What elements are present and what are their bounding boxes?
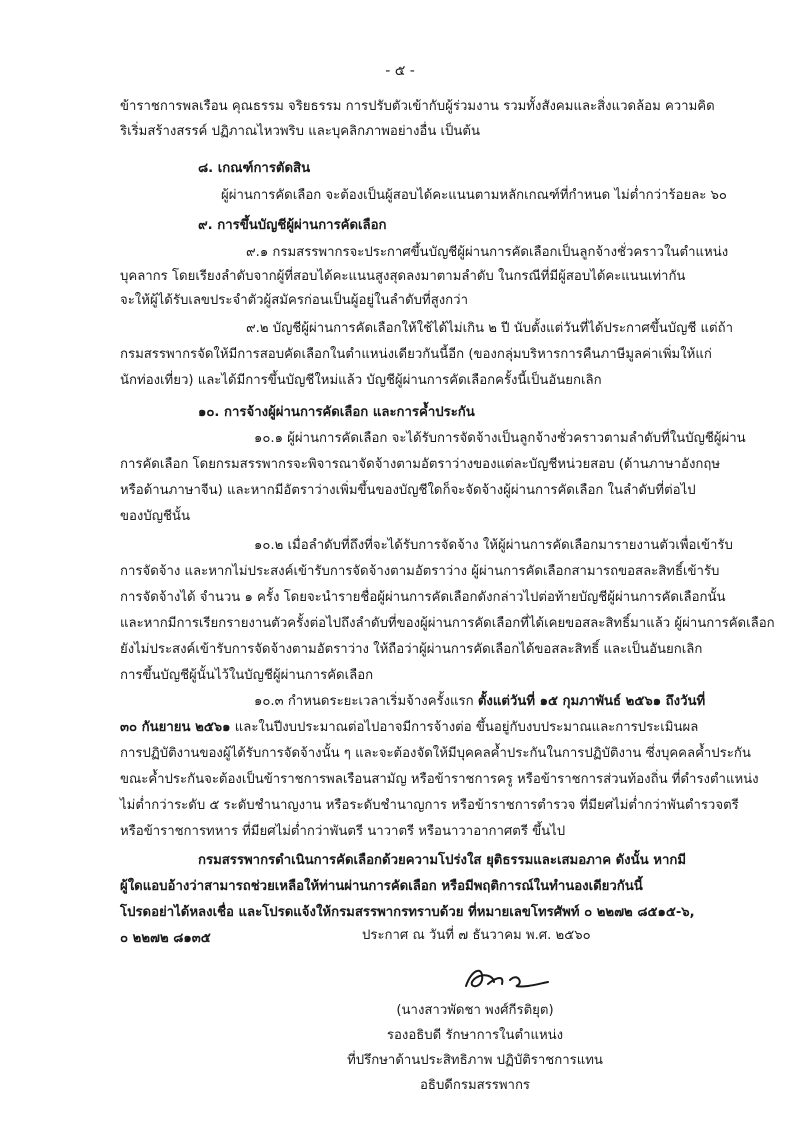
body-line: ขณะค้ำประกันจะต้องเป็นข้าราชการพลเรือนสามัญ หรือข้าราชการครู หรือข้าราชการส่วนท้องถิ่น ที่ดำรงตำแหน่ง — [120, 772, 759, 787]
body-line: การจัดจ้าง และหากไม่ประสงค์เข้ารับการจัดจ้างตามอัตราว่าง ผู้ผ่านการคัดเลือกสามารถขอสละสิทธิ์เข้ารับ — [120, 564, 720, 579]
body-line: ๑๐.๒ เมื่อลำดับที่ถึงที่จะได้รับการจัดจ้าง ให้ผู้ผ่านการคัดเลือกมารายงานตัวเพื่อเข้ารับ — [254, 538, 733, 553]
body-line: ผู้ผ่านการคัดเลือก จะต้องเป็นผู้สอบได้คะแนนตามหลักเกณฑ์ที่กำหนด ไม่ต่ำกว่าร้อยละ ๖๐ — [221, 188, 727, 203]
notice-line: ๐ ๒๒๗๒ ๘๑๓๕ — [120, 931, 211, 946]
body-line: การปฏิบัติงานของผู้ได้รับการจัดจ้างนั้น ๆ และจะต้องจัดให้มีบุคคลค้ำประกันในการปฏิบัติงาน ซึ่งบุคคลค้ำประกัน — [120, 746, 751, 761]
body-line: ยังไม่ประสงค์เข้ารับการจัดจ้างตามอัตราว่าง ให้ถือว่าผู้ผ่านการคัดเลือกได้ขอสละสิทธิ์ และเป็นอันยกเลิก — [120, 642, 703, 657]
section-10-heading: ๑๐. การจ้างผู้ผ่านการคัดเลือก และการค้ำประกัน — [198, 405, 475, 420]
body-line: การคัดเลือก โดยกรมสรรพากรจะพิจารณาจัดจ้างตามอัตราว่างของแต่ละบัญชีหน่วยสอบ (ด้านภาษาอังกฤษ — [120, 457, 721, 472]
body-line: ๑๐.๑ ผู้ผ่านการคัดเลือก จะได้รับการจัดจ้างเป็นลูกจ้างชั่วคราวตามลำดับที่ในบัญชีผู้ผ่าน — [254, 431, 746, 446]
signer-title: ที่ปรึกษาด้านประสิทธิภาพ ปฏิบัติราชการแทน — [347, 1053, 603, 1068]
body-line: บุคลากร โดยเรียงลำดับจากผู้ที่สอบได้คะแนนสูงสุดลงมาตามลำดับ ในกรณีที่มีผู้สอบได้คะแนนเท่ากัน — [120, 269, 686, 284]
page-number: - ๕ - — [385, 63, 415, 79]
body-text: ๑๐.๓ กำหนดระยะเวลาเริ่มจ้างครั้งแรก — [254, 694, 478, 709]
body-text: และในปีงบประมาณต่อไปอาจมีการจ้างต่อ ขึ้นอยู่กับงบประมาณและการประเมินผล — [230, 720, 699, 735]
body-line: ริเริ่มสร้างสรรค์ ปฏิภาณไหวพริบ และบุคลิกภาพอย่างอื่น เป็นต้น — [120, 124, 481, 139]
notice-line: โปรดอย่าได้หลงเชื่อ และโปรดแจ้งให้กรมสรรพากรทราบด้วย ที่หมายเลขโทรศัพท์ ๐ ๒๒๗๒ ๘๕๑๕-๖, — [120, 905, 695, 920]
section-9-heading: ๙. การขึ้นบัญชีผู้ผ่านการคัดเลือก — [198, 218, 387, 233]
signer-title: รองอธิบดี รักษาการในตำแหน่ง — [386, 1028, 564, 1043]
body-line: ข้าราชการพลเรือน คุณธรรม จริยธรรม การปรับตัวเข้ากับผู้ร่วมงาน รวมทั้งสังคมและสิ่งแวดล้อม ความคิด — [120, 99, 715, 114]
body-line: และหากมีการเรียกรายงานตัวครั้งต่อไปถึงลำดับที่ของผู้ผ่านการคัดเลือกที่ได้เคยขอสละสิทธิ์มาแล้ว ผู้ผ่านการคัดเลือก — [120, 616, 775, 631]
signer-title: อธิบดีกรมสรรพากร — [419, 1078, 531, 1093]
body-line: นักท่องเที่ยว) และได้มีการขึ้นบัญชีใหม่แล้ว บัญชีผู้ผ่านการคัดเลือกครั้งนี้เป็นอันยกเลิก — [120, 373, 602, 388]
body-line: หรือด้านภาษาจีน) และหากมีอัตราว่างเพิ่มขึ้นของบัญชีใดก็จะจัดจ้างผู้ผ่านการคัดเลือก ในลำดับที่ต่อไป — [120, 483, 696, 498]
body-line: การจัดจ้างได้ จำนวน ๑ ครั้ง โดยจะนำรายชื่อผู้ผ่านการคัดเลือกดังกล่าวไปต่อท้ายบัญชีผู้ผ่านการคัดเลือกนั้น — [120, 590, 726, 605]
bold-date-text: ตั้งแต่วันที่ ๑๕ กุมภาพันธ์ ๒๕๖๑ ถึงวันที่ — [477, 694, 706, 709]
announce-date: ประกาศ ณ วันที่ ๗ ธันวาคม พ.ศ. ๒๕๖๐ — [362, 928, 591, 943]
body-line: ๙.๒ บัญชีผู้ผ่านการคัดเลือกให้ใช้ได้ไม่เกิน ๒ ปี นับตั้งแต่วันที่ได้ประกาศขึ้นบัญชี แต่ถ้า — [246, 321, 734, 336]
signer-name: (นางสาวพัดชา พงศ์กีรติยุต) — [396, 1003, 554, 1018]
notice-line: ผู้ใดแอบอ้างว่าสามารถช่วยเหลือให้ท่านผ่านการคัดเลือก หรือมีพฤติการณ์ในทำนองเดียวกันนี้ — [120, 879, 643, 894]
body-line: ๙.๑ กรมสรรพากรจะประกาศขึ้นบัญชีผู้ผ่านการคัดเลือกเป็นลูกจ้างชั่วคราวในตำแหน่ง — [246, 245, 729, 260]
body-line-mixed — [254, 693, 705, 711]
body-line: กรมสรรพากรจัดให้มีการสอบคัดเลือกในตำแหน่งเดียวกันนี้อีก (ของกลุ่มบริหารการคืนภาษีมูลค่าเพิ่มให้แก่ — [120, 347, 712, 362]
body-line: ไม่ต่ำกว่าระดับ ๕ ระดับชำนาญงาน หรือระดับชำนาญการ หรือข้าราชการตำรวจ ที่มียศไม่ต่ำกว่าพันตำรวจตรี — [120, 798, 739, 813]
body-line: การขึ้นบัญชีผู้นั้นไว้ในบัญชีผู้ผ่านการคัดเลือก — [120, 668, 374, 683]
bold-date-text: ๓๐ กันยายน ๒๕๖๑ — [120, 720, 231, 735]
notice-line: กรมสรรพากรดำเนินการคัดเลือกด้วยความโปร่งใส ยุติธรรมและเสมอภาค ดังนั้น หากมี — [198, 853, 687, 868]
body-line: ของบัญชีนั้น — [120, 509, 190, 524]
handwritten-signature — [458, 958, 558, 998]
section-8-heading: ๘. เกณฑ์การตัดสิน — [198, 161, 311, 176]
body-line: จะให้ผู้ได้รับเลขประจำตัวผู้สมัครก่อนเป็นผู้อยู่ในลำดับที่สูงกว่า — [120, 293, 468, 308]
body-line-mixed — [120, 719, 698, 737]
body-line: หรือข้าราชการทหาร ที่มียศไม่ต่ำกว่าพันตรี นาวาตรี หรือนาวาอากาศตรี ขึ้นไป — [120, 824, 566, 839]
